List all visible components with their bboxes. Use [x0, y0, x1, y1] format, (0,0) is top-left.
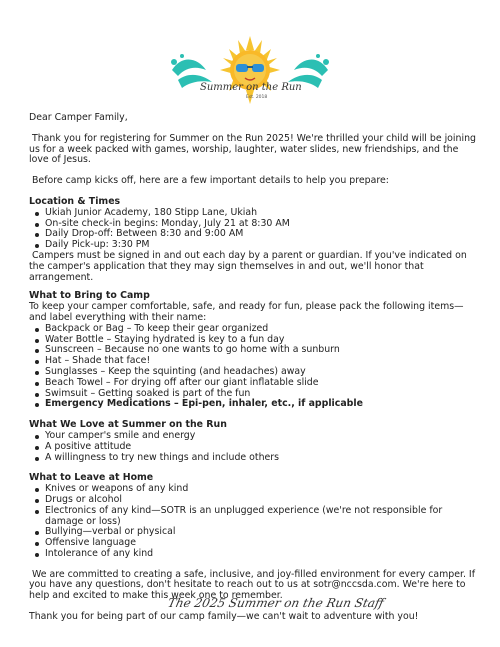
logo-title: Summer on the Run	[200, 82, 302, 93]
bring-list	[29, 324, 477, 410]
list-item: Offensive language	[45, 538, 477, 549]
leave-list	[29, 484, 477, 560]
list-item: Beach Towel – For drying off after our giant inflatable slide	[45, 378, 477, 389]
list-item: Swimsuit – Getting soaked is part of the fun	[45, 389, 477, 400]
love-list	[29, 431, 477, 463]
list-item: Your camper's smile and energy	[45, 431, 477, 442]
location-list	[29, 208, 477, 251]
list-item: Bullying—verbal or physical	[45, 527, 477, 538]
sign-in-note: Campers must be signed in and out each day by a parent or guardian. If you've indicated on the camper's application that they may sign themselves in and out, we'll honor that arrangement.	[29, 249, 467, 283]
list-item: On-site check-in begins: Monday, July 21 at 8:30 AM	[45, 219, 477, 230]
staff-signature: The 2025 Summer on the Run Staff	[166, 596, 386, 610]
list-item: Hat – Shade that face!	[45, 356, 477, 367]
list-item: Backpack or Bag – To keep their gear organized	[45, 324, 477, 335]
list-item: Daily Pick-up: 3:30 PM	[45, 240, 477, 251]
logo-established: Est. 2018	[246, 95, 268, 100]
leave-heading: What to Leave at Home	[29, 472, 154, 484]
list-item: A willingness to try new things and include others	[45, 453, 477, 464]
list-item: Ukiah Junior Academy, 180 Stipp Lane, Ukiah	[45, 208, 477, 219]
love-heading: What We Love at Summer on the Run	[29, 419, 227, 431]
letter-body	[29, 113, 477, 623]
bring-heading: What to Bring to Camp	[29, 290, 150, 302]
list-item: Sunglasses – Keep the squinting (and headaches) away	[45, 367, 477, 378]
kickoff-paragraph: Before camp kicks off, here are a few important details to help you prepare:	[32, 175, 389, 187]
sun-icon	[220, 36, 280, 104]
greeting: Dear Camper Family,	[29, 112, 128, 123]
summer-on-the-run-logo	[168, 36, 332, 104]
list-item: Electronics of any kind—SOTR is an unplugged experience (we're not responsible for damage or loss)	[45, 506, 477, 528]
list-item: Intolerance of any kind	[45, 549, 477, 560]
list-item: Sunscreen – Because no one wants to go home with a sunburn	[45, 345, 477, 356]
list-item: A positive attitude	[45, 442, 477, 453]
intro-paragraph: Thank you for registering for Summer on the Run 2025! We're thrilled your child will be joining us for a week packed with games, worship, laughter, water slides, new friendships, and the love of Jesus.	[29, 132, 476, 166]
list-item-emergency-medications: Emergency Medications – Epi-pen, inhaler, etc., if applicable	[45, 399, 477, 410]
closing-paragraph: Thank you for being part of our camp family—we can't wait to adventure with you!	[29, 611, 419, 623]
list-item: Daily Drop-off: Between 8:30 and 9:00 AM	[45, 229, 477, 240]
location-heading: Location & Times	[29, 195, 121, 207]
list-item: Knives or weapons of any kind	[45, 484, 477, 495]
list-item: Drugs or alcohol	[45, 495, 477, 506]
list-item: Water Bottle – Staying hydrated is key to a fun day	[45, 335, 477, 346]
bring-intro: To keep your camper comfortable, safe, and ready for fun, please pack the following items—and label everything with their name:	[29, 301, 464, 323]
commitment-paragraph: We are committed to creating a safe, inclusive, and joy-filled environment for every camper. If you have any questions, don't hesitate to reach out to us at sotr@nccsda.com. We're here to help and excited to make this week one to remember.	[29, 568, 476, 602]
